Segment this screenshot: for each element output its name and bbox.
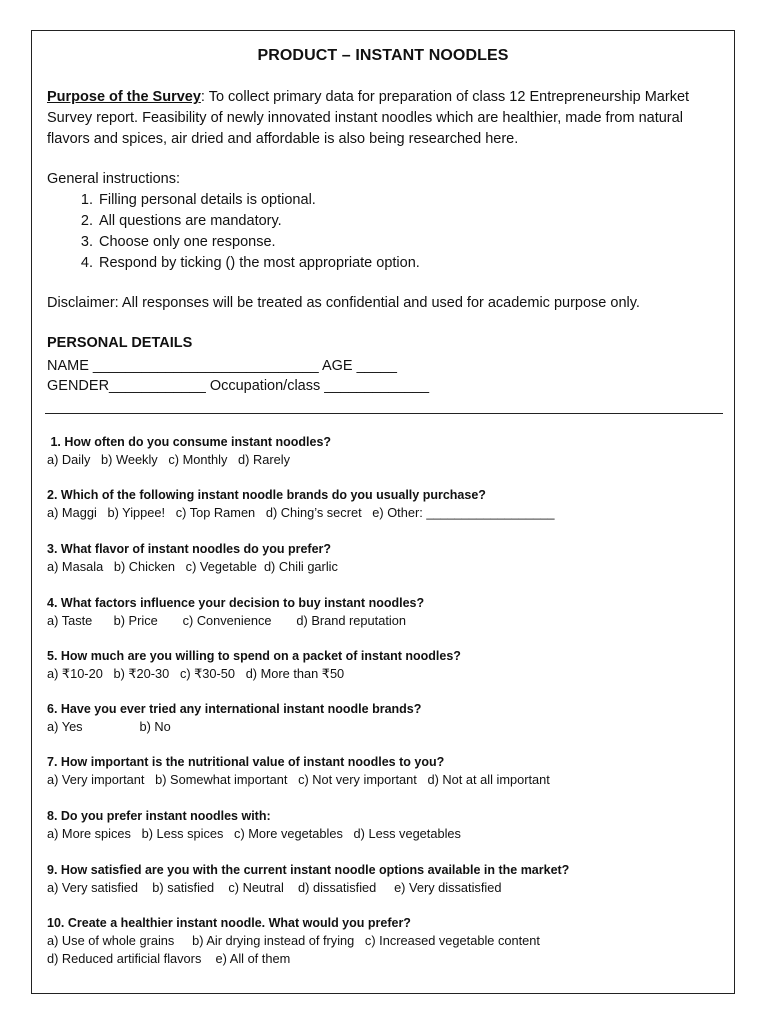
instruction-item: 4. Respond by ticking () the most appropriate option. <box>97 253 722 274</box>
question-text: 9. How satisfied are you with the current instant noodle options available in the market? <box>47 863 570 877</box>
question-options[interactable]: a) ₹10-20 b) ₹20-30 c) ₹30-50 d) More than ₹50 <box>47 666 345 681</box>
question-text: 8. Do you prefer instant noodles with: <box>47 809 271 823</box>
question-7 <box>47 753 726 789</box>
question-2 <box>47 486 726 522</box>
question-options[interactable]: a) Yes b) No <box>47 719 171 734</box>
question-text: 5. How much are you willing to spend on a packet of instant noodles? <box>47 649 461 663</box>
survey-form <box>31 30 735 994</box>
question-5 <box>47 647 726 683</box>
question-text: 10. Create a healthier instant noodle. What would you prefer? <box>47 916 411 930</box>
divider <box>45 413 723 414</box>
instruction-item: 2. All questions are mandatory. <box>97 211 722 232</box>
question-options[interactable]: d) Reduced artificial flavors e) All of them <box>47 951 291 966</box>
question-options[interactable]: a) Use of whole grains b) Air drying instead of frying c) Increased vegetable content <box>47 933 540 948</box>
question-10 <box>47 914 726 968</box>
question-options[interactable]: a) Very important b) Somewhat important c) Not very important d) Not at all important <box>47 772 550 787</box>
question-1 <box>47 433 726 469</box>
personal-details-heading: PERSONAL DETAILS <box>47 335 193 351</box>
question-text: 7. How important is the nutritional value of instant noodles to you? <box>47 755 445 769</box>
disclaimer: Disclaimer: All responses will be treated as confidential and used for academic purpose only. <box>47 295 640 311</box>
purpose-paragraph <box>47 87 722 150</box>
question-text: 6. Have you ever tried any international instant noodle brands? <box>47 702 422 716</box>
question-text: 1. How often do you consume instant noodles? <box>47 435 332 449</box>
question-options[interactable]: a) Daily b) Weekly c) Monthly d) Rarely <box>47 452 290 467</box>
purpose-text: : To collect primary data for preparation of class 12 Entrepreneurship Market Survey report. Feasibility of newly innovated instant noodles which are healthier, made from natural flavors and spices, air dried and affordable is also being researched here. <box>47 89 690 147</box>
question-9 <box>47 861 726 897</box>
question-options[interactable]: a) More spices b) Less spices c) More vegetables d) Less vegetables <box>47 826 461 841</box>
question-6 <box>47 700 726 736</box>
question-text: 2. Which of the following instant noodle brands do you usually purchase? <box>47 488 486 502</box>
question-options[interactable]: a) Maggi b) Yippee! c) Top Ramen d) Ching’s secret e) Other: __________________ <box>47 505 555 520</box>
question-text: 4. What factors influence your decision to buy instant noodles? <box>47 596 425 610</box>
instruction-item: 1. Filling personal details is optional. <box>97 190 722 211</box>
question-options[interactable]: a) Very satisfied b) satisfied c) Neutral d) dissatisfied e) Very dissatisfied <box>47 880 502 895</box>
name-age-fields[interactable]: NAME ____________________________ AGE _____ <box>47 358 397 374</box>
general-instructions-heading: General instructions: <box>47 171 180 187</box>
question-options[interactable]: a) Taste b) Price c) Convenience d) Brand reputation <box>47 613 406 628</box>
question-text: 3. What flavor of instant noodles do you prefer? <box>47 542 332 556</box>
general-instructions <box>47 169 722 274</box>
question-options[interactable]: a) Masala b) Chicken c) Vegetable d) Chili garlic <box>47 559 338 574</box>
question-8 <box>47 807 726 843</box>
page-title: PRODUCT – INSTANT NOODLES <box>257 47 509 64</box>
question-3 <box>47 540 726 576</box>
question-4 <box>47 594 726 630</box>
instruction-list <box>47 190 722 274</box>
instruction-item: 3. Choose only one response. <box>97 232 722 253</box>
purpose-label: Purpose of the Survey <box>47 89 201 105</box>
gender-occupation-fields[interactable]: GENDER____________ Occupation/class _____________ <box>47 378 430 394</box>
